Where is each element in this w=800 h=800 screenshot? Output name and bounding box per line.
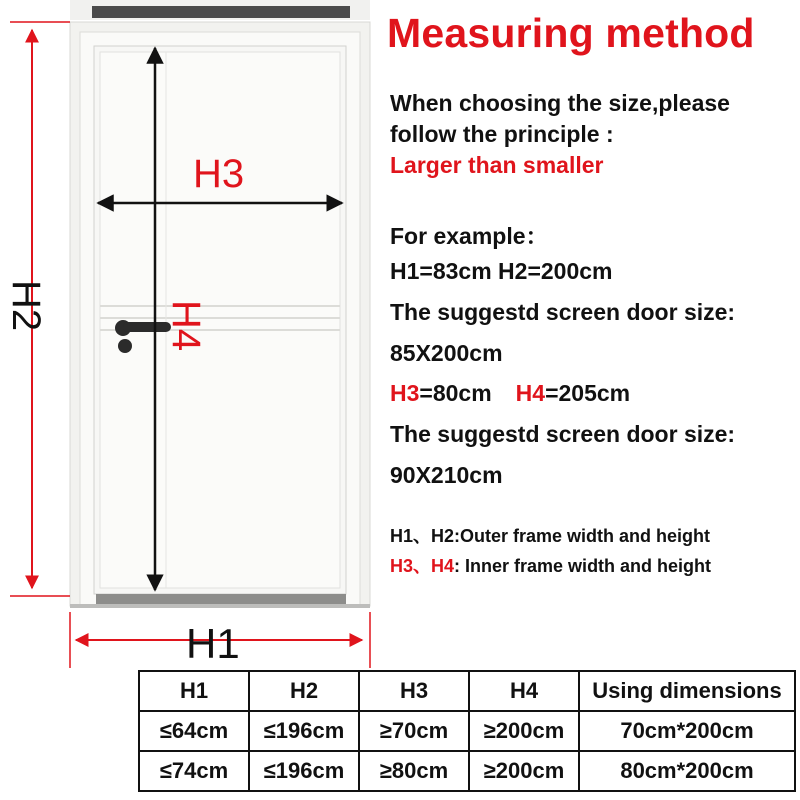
suggest-label-2: The suggestd screen door size:	[390, 421, 736, 447]
table-row	[139, 751, 795, 791]
table-row	[139, 711, 795, 751]
suggest-label-1: The suggestd screen door size:	[390, 299, 736, 325]
legend-inner-keys: H3、H4	[390, 556, 455, 576]
header-h2: H2	[249, 671, 359, 711]
legend-outer	[390, 522, 710, 548]
table-cell: ≤74cm	[139, 751, 249, 791]
h2-label: H2	[4, 280, 48, 332]
legend-outer-keys: H1、H2	[390, 526, 455, 546]
legend-outer-text: :Outer frame width and height	[454, 526, 711, 546]
table-cell: ≤196cm	[249, 711, 359, 751]
table-cell: 80cm*200cm	[579, 751, 795, 791]
h3-label: H3	[193, 152, 245, 196]
table-cell: ≥80cm	[359, 751, 469, 791]
table-cell: ≥200cm	[469, 751, 579, 791]
table-cell: ≥70cm	[359, 711, 469, 751]
table-cell: ≥200cm	[469, 711, 579, 751]
table-cell: ≤196cm	[249, 751, 359, 791]
header-using-dimensions: Using dimensions	[579, 671, 795, 711]
header-h1: H1	[139, 671, 249, 711]
example-2	[390, 380, 630, 407]
table-header-row	[139, 671, 795, 711]
table-cell: 70cm*200cm	[579, 711, 795, 751]
page-title: Measuring method	[387, 10, 755, 56]
header-h3: H3	[359, 671, 469, 711]
suggest-value-1: 85X200cm	[390, 340, 503, 366]
example-2-h4: H4	[515, 380, 546, 406]
intro-line-2: follow the principle :	[390, 121, 614, 147]
h1-label: H1	[186, 620, 240, 667]
example-2-h4-value: =205cm	[545, 380, 631, 406]
suggest-value-2: 90X210cm	[390, 462, 503, 488]
example-heading: For example：	[390, 223, 549, 249]
header-h4: H4	[469, 671, 579, 711]
example-2-h3-value: =80cm	[419, 380, 492, 406]
dimensions-table	[138, 670, 796, 792]
table-cell: ≤64cm	[139, 711, 249, 751]
example-2-h3: H3	[390, 380, 420, 406]
h4-label: H4	[164, 300, 208, 352]
legend-inner	[390, 552, 711, 578]
principle-text: Larger than smaller	[390, 152, 604, 178]
example-1: H1=83cm H2=200cm	[390, 258, 613, 284]
floor-threshold	[96, 594, 346, 604]
legend-inner-text: : Inner frame width and height	[454, 556, 712, 576]
intro-line-1: When choosing the size,please	[390, 90, 730, 116]
